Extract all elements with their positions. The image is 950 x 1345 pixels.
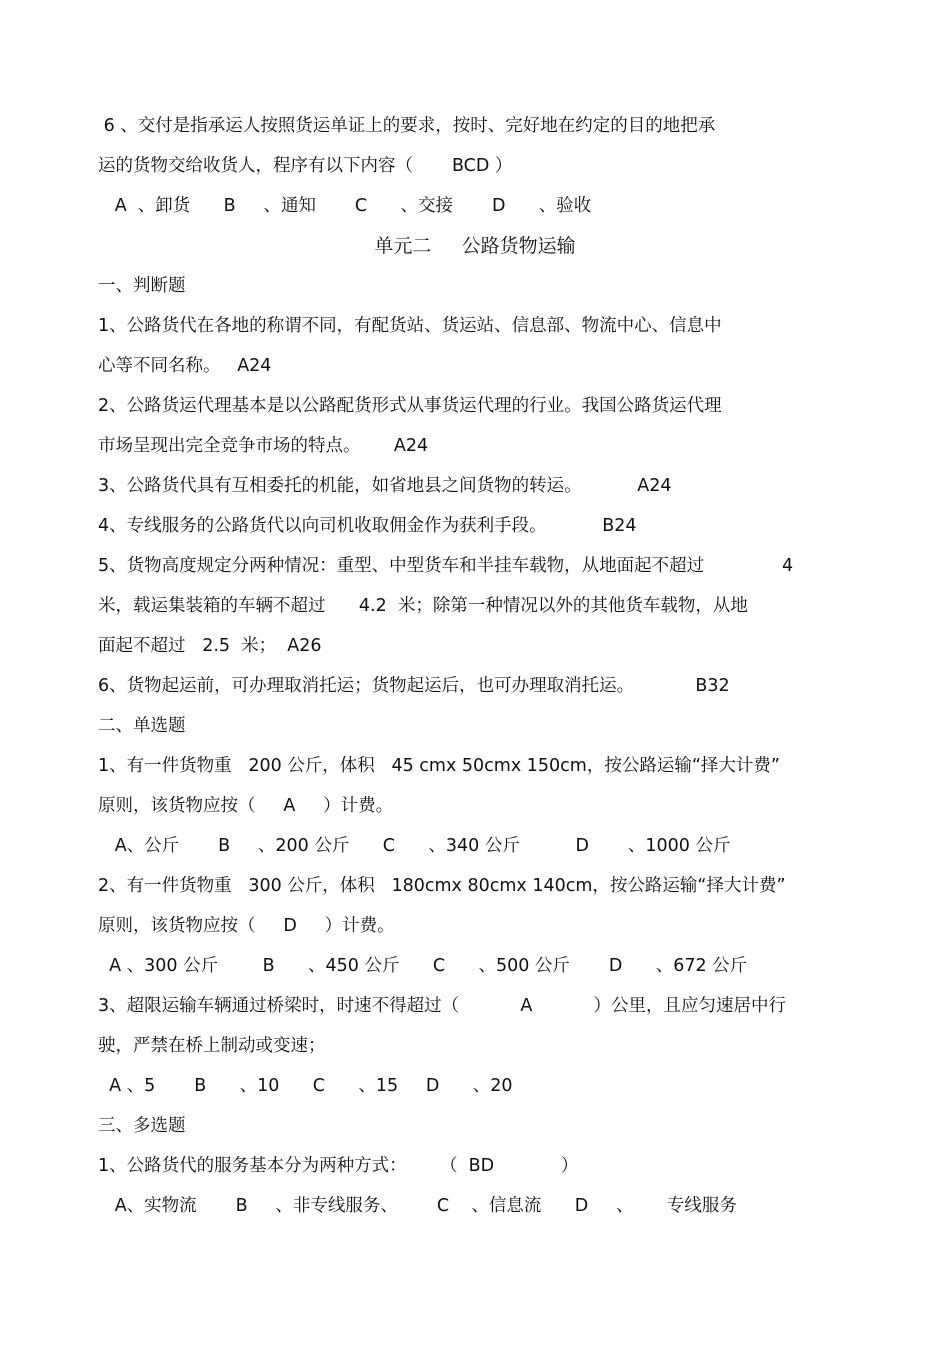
text-line: 3、超限运输车辆通过桥梁时，时速不得超过（ A ）公里，且应匀速居中行 bbox=[98, 996, 786, 1016]
section-title: 单元二 公路货物运输 bbox=[374, 235, 576, 257]
option-line: A 、300 公斤 B 、450 公斤 C 、500 公斤 D 、672 公斤 bbox=[98, 956, 748, 976]
text-line: 2、有一件货物重 300 公斤，体积 180cmx 80cmx 140cm，按公路运输“择大计费” bbox=[98, 876, 786, 896]
text-line: 1、有一件货物重 200 公斤，体积 45 cmx 50cmx 150cm，按公路运输“择大计费” bbox=[98, 756, 780, 776]
text-line: 1、公路货代在各地的称谓不同，有配货站、货运站、信息部、物流中心、信息中 bbox=[98, 316, 722, 336]
text-line: 面起不超过 2.5 米； A26 bbox=[98, 636, 322, 656]
text-line: 1、公路货代的服务基本分为两种方式： （ BD ） bbox=[98, 1156, 579, 1176]
section-heading: 一、判断题 bbox=[98, 276, 186, 296]
text-line: 6 、交付是指承运人按照货运单证上的要求，按时、完好地在约定的目的地把承 bbox=[98, 116, 716, 136]
option-line: A 、5 B 、10 C 、15 D 、20 bbox=[98, 1076, 513, 1096]
text-line: 原则，该货物应按（ D ）计费。 bbox=[98, 916, 395, 936]
text-line: 运的货物交给收货人，程序有以下内容（ BCD ） bbox=[98, 156, 513, 176]
text-line: 6、货物起运前，可办理取消托运；货物起运后，也可办理取消托运。 B32 bbox=[98, 676, 730, 696]
section-heading: 二、单选题 bbox=[98, 716, 186, 736]
text-line: 2、公路货运代理基本是以公路配货形式从事货运代理的行业。我国公路货运代理 bbox=[98, 396, 722, 416]
text-line: 3、公路货代具有互相委托的机能，如省地县之间货物的转运。 A24 bbox=[98, 476, 672, 496]
text-line: 心等不同名称。 A24 bbox=[98, 356, 272, 376]
section-heading: 三、多选题 bbox=[98, 1116, 186, 1136]
text-line: 市场呈现出完全竞争市场的特点。 A24 bbox=[98, 436, 429, 456]
option-line: A、公斤 B 、200 公斤 C 、340 公斤 D 、1000 公斤 bbox=[98, 836, 731, 856]
text-line: 米，载运集装箱的车辆不超过 4.2 米；除第一种情况以外的其他货车载物，从地 bbox=[98, 596, 748, 616]
text-line: 5、货物高度规定分两种情况：重型、中型货车和半挂车载物，从地面起不超过 4 bbox=[98, 556, 794, 576]
option-line: A、实物流 B 、非专线服务、 C 、信息流 D 、 专线服务 bbox=[98, 1196, 737, 1216]
text-line: 驶，严禁在桥上制动或变速； bbox=[98, 1036, 326, 1056]
option-line: A 、卸货 B 、通知 C 、交接 D 、验收 bbox=[98, 196, 592, 216]
text-line: 4、专线服务的公路货代以向司机收取佣金作为获利手段。 B24 bbox=[98, 516, 637, 536]
text-line: 原则，该货物应按（ A ）计费。 bbox=[98, 796, 394, 816]
